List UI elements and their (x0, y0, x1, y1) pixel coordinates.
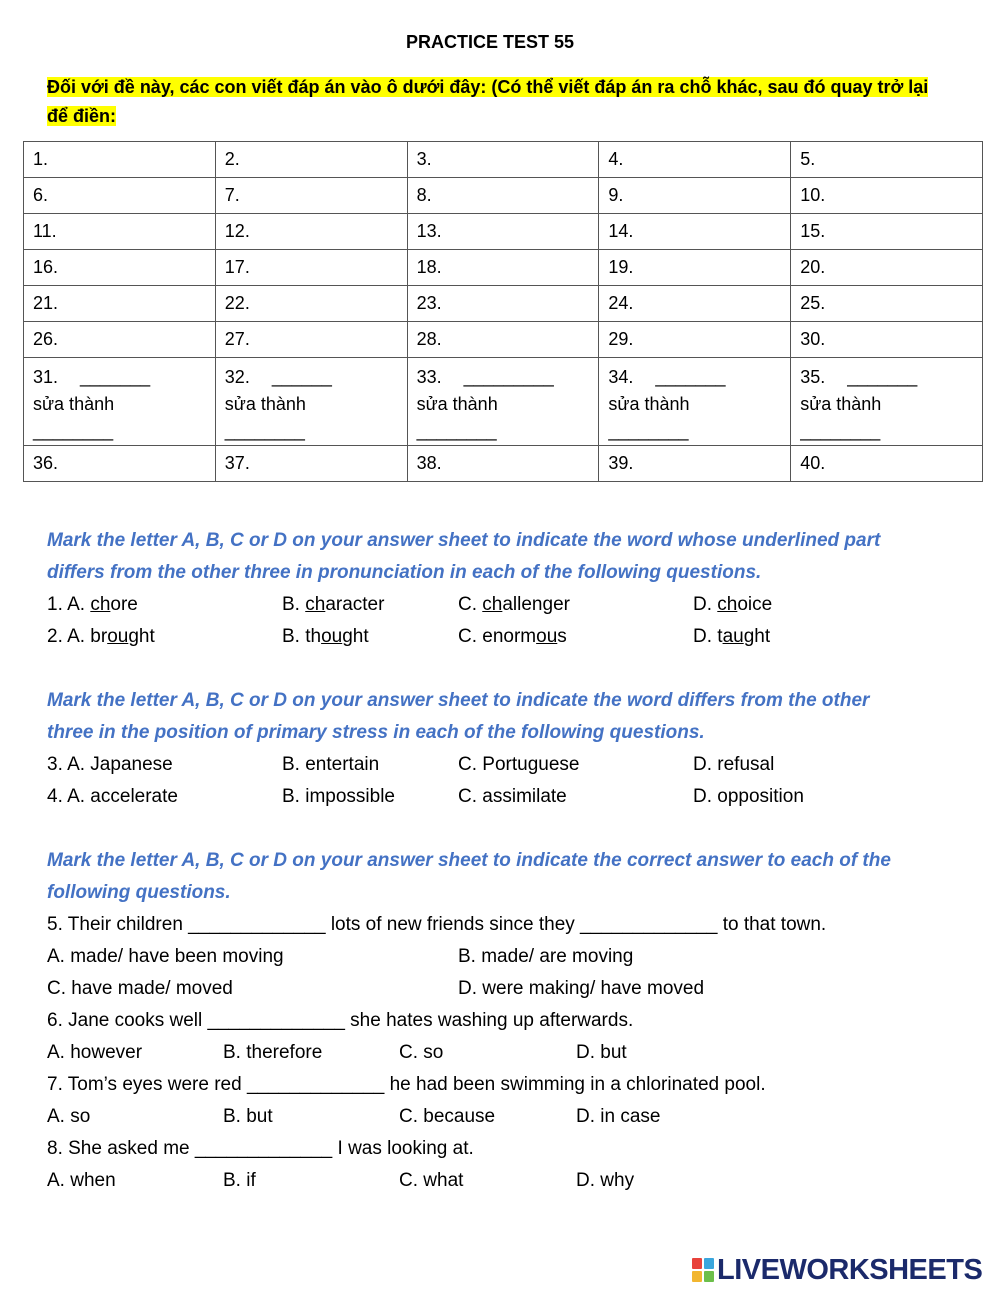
answer-table (23, 141, 983, 482)
error-correction-cell[interactable]: 33. _________ sửa thành ________ (407, 358, 599, 446)
answer-cell[interactable]: 38. (407, 446, 599, 482)
question-4 (47, 781, 947, 813)
answer-cell[interactable]: 11. (24, 214, 216, 250)
q1-option-d[interactable]: D. choice (693, 594, 773, 615)
question-6-options (47, 1037, 947, 1069)
answer-row-2 (24, 178, 983, 214)
answer-cell[interactable]: 6. (24, 178, 216, 214)
q7-stem: 7. Tom’s eyes were red _____________ he had been swimming in a chlorinated pool. (47, 1074, 766, 1095)
q3-option-d[interactable]: D. refusal (693, 754, 775, 775)
answer-cell[interactable]: 39. (599, 446, 791, 482)
answer-cell[interactable]: 13. (407, 214, 599, 250)
q8-stem: 8. She asked me _____________ I was looking at. (47, 1138, 474, 1159)
answer-cell[interactable]: 26. (24, 322, 216, 358)
q5-option-d[interactable]: D. were making/ have moved (458, 978, 705, 999)
q5-stem: 5. Their children _____________ lots of new friends since they _____________ to that town. (47, 914, 827, 935)
answer-cell[interactable]: 25. (791, 286, 983, 322)
answer-cell[interactable]: 14. (599, 214, 791, 250)
answer-cell[interactable]: 7. (215, 178, 407, 214)
q6-option-c[interactable]: C. so (399, 1042, 444, 1063)
q5-option-c[interactable]: C. have made/ moved (47, 978, 233, 999)
q8-option-a[interactable]: A. when (47, 1170, 116, 1191)
question-5-stem (47, 909, 947, 941)
section-pronunciation-heading: Mark the letter A, B, C or D on your answer sheet to indicate the word whose underlined part differs from the other three in pronunciation in each of the following questions. (47, 530, 881, 583)
q5-option-a[interactable]: A. made/ have been moving (47, 946, 284, 967)
q2-option-b[interactable]: B. thought (282, 626, 369, 647)
question-7-options (47, 1101, 947, 1133)
answer-cell[interactable]: 20. (791, 250, 983, 286)
question-6-stem (47, 1005, 947, 1037)
answer-cell[interactable]: 17. (215, 250, 407, 286)
answer-cell[interactable]: 37. (215, 446, 407, 482)
q6-option-b[interactable]: B. therefore (223, 1042, 323, 1063)
q2-option-a[interactable]: 2. A. brought (47, 626, 155, 647)
answer-cell[interactable]: 10. (791, 178, 983, 214)
answer-cell[interactable]: 28. (407, 322, 599, 358)
answer-row-1 (24, 142, 983, 178)
q3-option-c[interactable]: C. Portuguese (458, 754, 580, 775)
q3-option-a[interactable]: 3. A. Japanese (47, 754, 173, 775)
question-8-stem (47, 1133, 947, 1165)
q6-option-a[interactable]: A. however (47, 1042, 143, 1063)
answer-cell[interactable]: 2. (215, 142, 407, 178)
q7-option-d[interactable]: D. in case (576, 1106, 661, 1127)
q2-option-d[interactable]: D. taught (693, 626, 771, 647)
answer-cell[interactable]: 4. (599, 142, 791, 178)
error-correction-cell[interactable]: 34. _______ sửa thành ________ (599, 358, 791, 446)
liveworksheets-logo-icon (692, 1258, 714, 1282)
logo-text: LIVEWORKSHEETS (717, 1253, 983, 1286)
answer-row-4 (24, 250, 983, 286)
question-5-options-ab (47, 941, 947, 973)
answer-cell[interactable]: 40. (791, 446, 983, 482)
question-8-options (47, 1165, 947, 1197)
q2-option-c[interactable]: C. enormous (458, 626, 567, 647)
answer-cell[interactable]: 3. (407, 142, 599, 178)
q4-option-a[interactable]: 4. A. accelerate (47, 786, 178, 807)
answer-cell[interactable]: 36. (24, 446, 216, 482)
instruction-highlight: Đối với đề này, các con viết đáp án vào ô dưới đây: (Có thể viết đáp án ra chỗ khác, sau đó quay trở lại để điền: (47, 77, 929, 126)
q3-option-b[interactable]: B. entertain (282, 754, 380, 775)
answer-cell[interactable]: 15. (791, 214, 983, 250)
q4-option-c[interactable]: C. assimilate (458, 786, 567, 807)
answer-cell[interactable]: 24. (599, 286, 791, 322)
q6-option-d[interactable]: D. but (576, 1042, 627, 1063)
q7-option-b[interactable]: B. but (223, 1106, 273, 1127)
error-correction-cell[interactable]: 31. _______ sửa thành ________ (24, 358, 216, 446)
answer-cell[interactable]: 30. (791, 322, 983, 358)
answer-cell[interactable]: 23. (407, 286, 599, 322)
q4-option-d[interactable]: D. opposition (693, 786, 804, 807)
page-title: PRACTICE TEST 55 (405, 32, 575, 52)
q1-option-a[interactable]: 1. A. chore (47, 594, 138, 615)
error-correction-cell[interactable]: 32. ______ sửa thành ________ (215, 358, 407, 446)
q8-option-c[interactable]: C. what (399, 1170, 464, 1191)
question-2 (47, 621, 947, 653)
question-3 (47, 749, 947, 781)
section-stress-heading: Mark the letter A, B, C or D on your answer sheet to indicate the word differs from the other three in the position of primary stress in each of the following questions. (47, 690, 870, 743)
answer-cell[interactable]: 21. (24, 286, 216, 322)
error-correction-cell[interactable]: 35. _______ sửa thành ________ (791, 358, 983, 446)
q8-option-d[interactable]: D. why (576, 1170, 635, 1191)
question-1 (47, 589, 947, 621)
section-correct-answer-heading: Mark the letter A, B, C or D on your answer sheet to indicate the correct answer to each of the following questions. (47, 850, 891, 903)
q1-option-c[interactable]: C. challenger (458, 594, 570, 615)
answer-cell[interactable]: 29. (599, 322, 791, 358)
question-5-options-cd (47, 973, 947, 1005)
answer-cell[interactable]: 16. (24, 250, 216, 286)
q6-stem: 6. Jane cooks well _____________ she hates washing up afterwards. (47, 1010, 634, 1031)
q7-option-c[interactable]: C. because (399, 1106, 496, 1127)
instruction (47, 73, 947, 131)
answer-row-6 (24, 322, 983, 358)
q7-option-a[interactable]: A. so (47, 1106, 91, 1127)
answer-cell[interactable]: 18. (407, 250, 599, 286)
answer-row-5 (24, 286, 983, 322)
answer-cell[interactable]: 5. (791, 142, 983, 178)
liveworksheets-logo[interactable] (692, 1253, 982, 1287)
answer-cell[interactable]: 22. (215, 286, 407, 322)
q1-option-b[interactable]: B. character (282, 594, 385, 615)
question-7-stem (47, 1069, 947, 1101)
answer-cell[interactable]: 12. (215, 214, 407, 250)
answer-row-3 (24, 214, 983, 250)
answer-cell[interactable]: 19. (599, 250, 791, 286)
answer-cell[interactable]: 8. (407, 178, 599, 214)
answer-cell[interactable]: 9. (599, 178, 791, 214)
error-correction-row (24, 358, 983, 446)
answer-cell[interactable]: 1. (24, 142, 216, 178)
q4-option-b[interactable]: B. impossible (282, 786, 395, 807)
answer-row-last (24, 446, 983, 482)
q5-option-b[interactable]: B. made/ are moving (458, 946, 634, 967)
answer-cell[interactable]: 27. (215, 322, 407, 358)
q8-option-b[interactable]: B. if (223, 1170, 256, 1191)
